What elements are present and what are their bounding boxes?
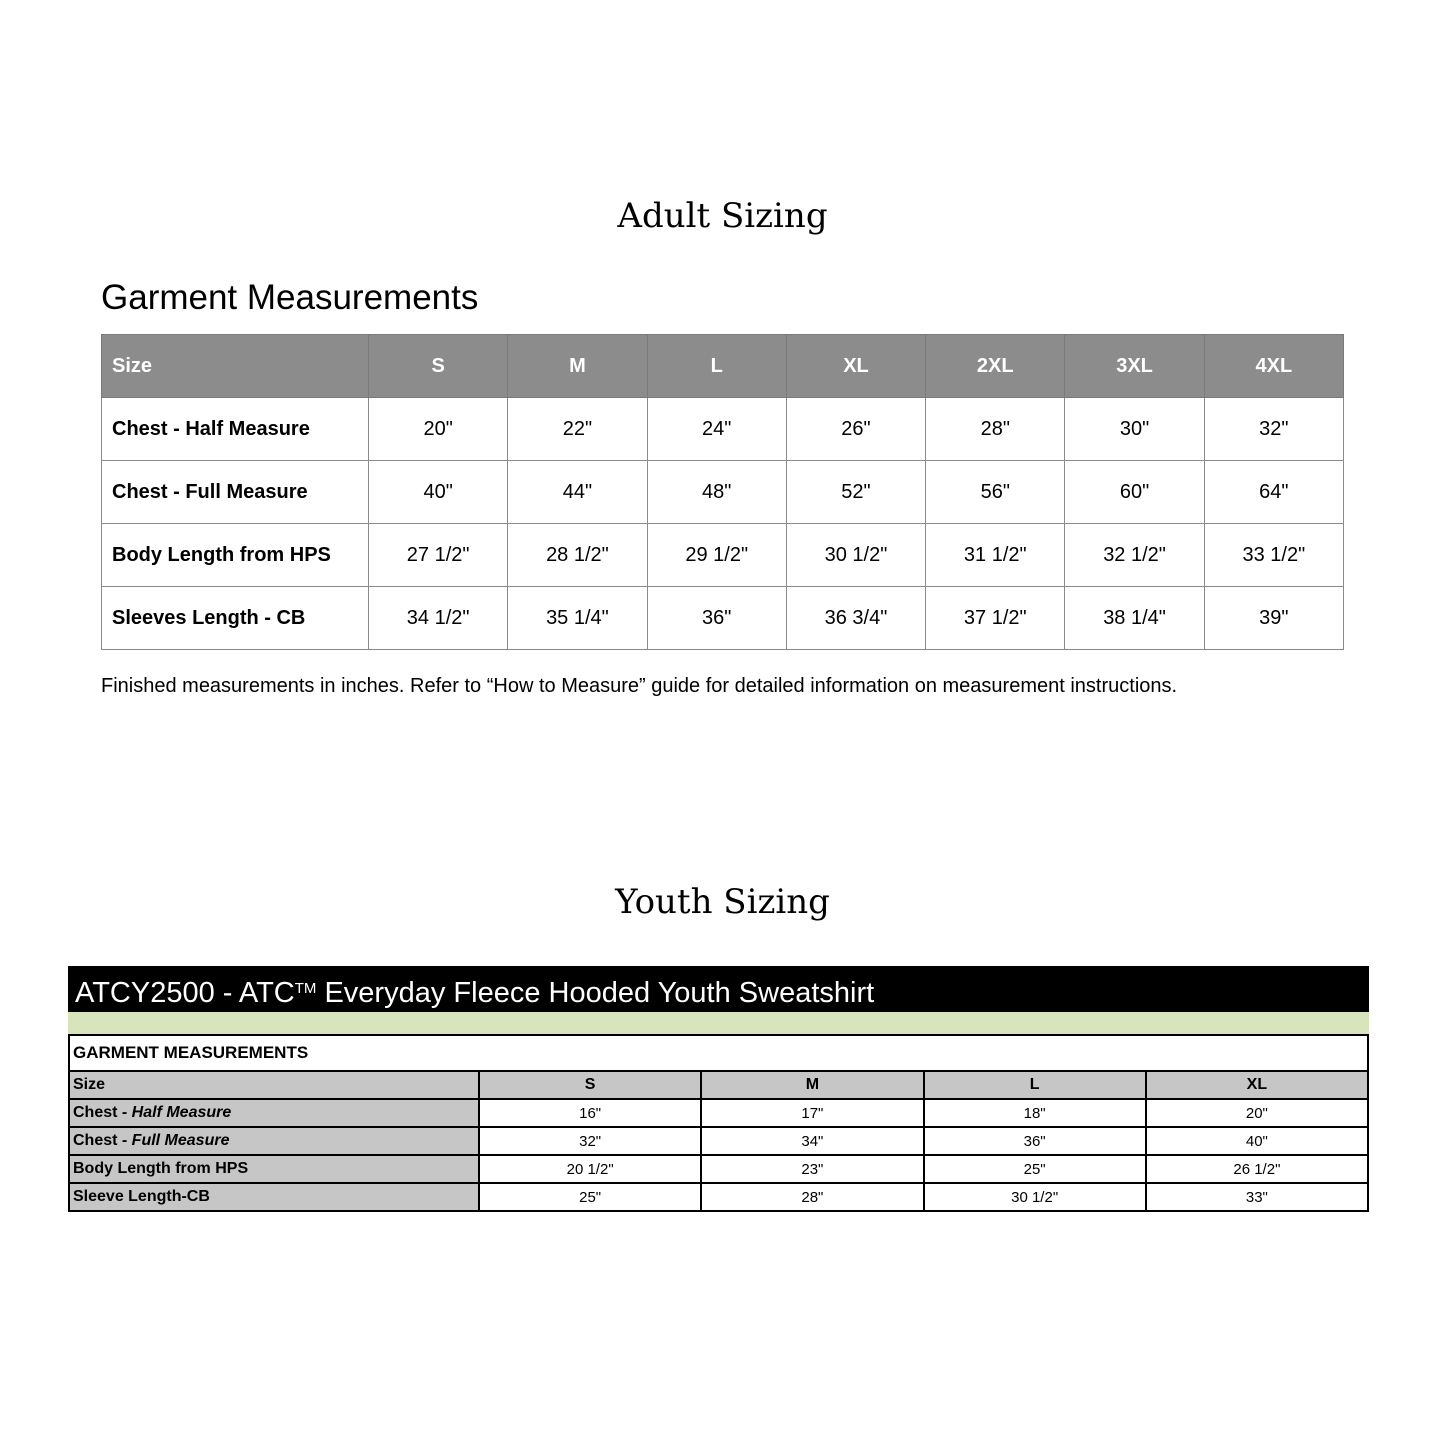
column-header: 4XL [1204, 335, 1343, 398]
garment-measurements-row [69, 1035, 1368, 1071]
table-cell: 36" [647, 587, 786, 650]
table-cell: 32" [479, 1127, 701, 1155]
table-cell: 48" [647, 461, 786, 524]
trademark-mark: TM [294, 980, 317, 997]
row-label: Chest - Full Measure [102, 461, 369, 524]
column-header: L [647, 335, 786, 398]
table-cell: 25" [924, 1155, 1146, 1183]
table-cell: 16" [479, 1099, 701, 1127]
table-cell: 20" [1146, 1099, 1368, 1127]
table-cell: 25" [479, 1183, 701, 1211]
column-header: XL [1146, 1071, 1368, 1099]
table-cell: 18" [924, 1099, 1146, 1127]
table-cell: 56" [926, 461, 1065, 524]
product-name-prefix: ATCY2500 - ATC [75, 977, 295, 1009]
table-cell: 44" [508, 461, 647, 524]
table-row [102, 461, 1344, 524]
table-row [69, 1183, 1368, 1211]
garment-measurements-label: GARMENT MEASUREMENTS [69, 1035, 1368, 1071]
table-cell: 28" [701, 1183, 923, 1211]
table-cell: 26" [786, 398, 925, 461]
youth-header-row [69, 1071, 1368, 1099]
youth-sizing-title: Youth Sizing [615, 882, 830, 922]
table-cell: 60" [1065, 461, 1204, 524]
youth-size-table [68, 1034, 1369, 1212]
accent-band [68, 1012, 1369, 1034]
table-cell: 27 1/2" [369, 524, 508, 587]
row-label: Chest - Half Measure [69, 1099, 479, 1127]
adult-sizing-title: Adult Sizing [617, 196, 828, 236]
row-label: Body Length from HPS [102, 524, 369, 587]
measurement-note: Finished measurements in inches. Refer to “How to Measure” guide for detailed information on measurement instructions. [101, 675, 1178, 697]
table-cell: 38 1/4" [1065, 587, 1204, 650]
column-header: Size [69, 1071, 479, 1099]
adult-size-table [101, 334, 1344, 650]
table-cell: 34 1/2" [369, 587, 508, 650]
table-row [69, 1155, 1368, 1183]
row-label: Sleeves Length - CB [102, 587, 369, 650]
table-cell: 40" [1146, 1127, 1368, 1155]
table-cell: 32 1/2" [1065, 524, 1204, 587]
adult-header-row [102, 335, 1344, 398]
product-name-suffix: Everyday Fleece Hooded Youth Sweatshirt [316, 977, 875, 1009]
table-cell: 64" [1204, 461, 1343, 524]
row-label: Chest - Full Measure [69, 1127, 479, 1155]
table-cell: 33 1/2" [1204, 524, 1343, 587]
table-cell: 22" [508, 398, 647, 461]
table-row [69, 1099, 1368, 1127]
row-label: Sleeve Length-CB [69, 1183, 479, 1211]
table-cell: 31 1/2" [926, 524, 1065, 587]
column-header: 3XL [1065, 335, 1204, 398]
table-cell: 37 1/2" [926, 587, 1065, 650]
table-row [69, 1127, 1368, 1155]
column-header: Size [102, 335, 369, 398]
table-cell: 20" [369, 398, 508, 461]
table-row [102, 524, 1344, 587]
table-cell: 52" [786, 461, 925, 524]
table-cell: 17" [701, 1099, 923, 1127]
column-header: M [701, 1071, 923, 1099]
product-title-bar [68, 966, 1369, 1012]
table-cell: 28" [926, 398, 1065, 461]
row-label: Chest - Half Measure [102, 398, 369, 461]
table-cell: 35 1/4" [508, 587, 647, 650]
column-header: L [924, 1071, 1146, 1099]
youth-size-chart [68, 966, 1369, 1212]
table-cell: 40" [369, 461, 508, 524]
table-cell: 28 1/2" [508, 524, 647, 587]
column-header: M [508, 335, 647, 398]
column-header: 2XL [926, 335, 1065, 398]
table-cell: 36 3/4" [786, 587, 925, 650]
row-label: Body Length from HPS [69, 1155, 479, 1183]
table-cell: 33" [1146, 1183, 1368, 1211]
table-cell: 30" [1065, 398, 1204, 461]
table-row [102, 398, 1344, 461]
table-cell: 20 1/2" [479, 1155, 701, 1183]
table-cell: 39" [1204, 587, 1343, 650]
table-cell: 23" [701, 1155, 923, 1183]
table-cell: 29 1/2" [647, 524, 786, 587]
table-cell: 32" [1204, 398, 1343, 461]
table-cell: 26 1/2" [1146, 1155, 1368, 1183]
column-header: S [369, 335, 508, 398]
table-cell: 34" [701, 1127, 923, 1155]
table-cell: 30 1/2" [786, 524, 925, 587]
column-header: XL [786, 335, 925, 398]
table-cell: 24" [647, 398, 786, 461]
column-header: S [479, 1071, 701, 1099]
garment-measurements-heading: Garment Measurements [101, 278, 479, 317]
table-cell: 30 1/2" [924, 1183, 1146, 1211]
table-cell: 36" [924, 1127, 1146, 1155]
table-row [102, 587, 1344, 650]
